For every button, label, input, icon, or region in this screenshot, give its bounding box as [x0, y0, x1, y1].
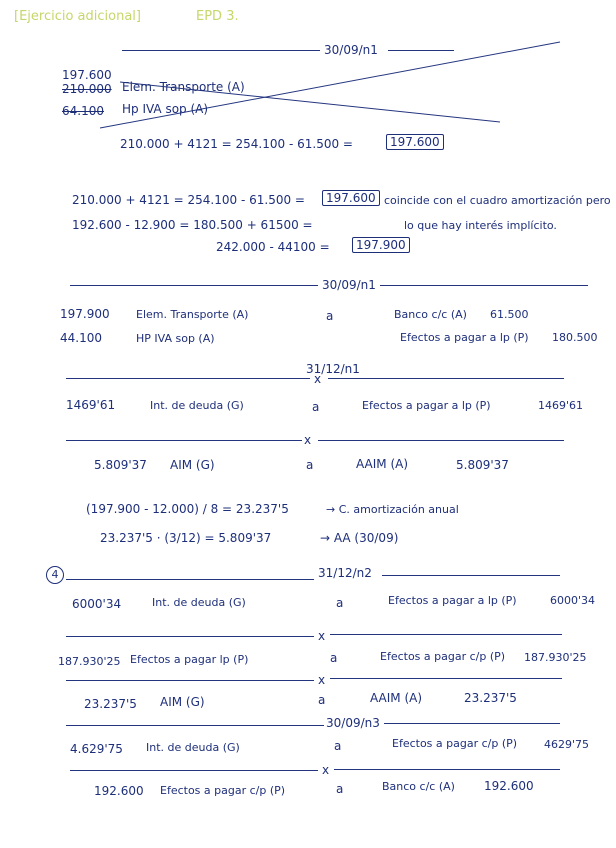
entry-rule-right: [328, 378, 564, 379]
note-calculation: (197.900 - 12.000) / 8 = 23.237'5: [86, 502, 289, 516]
calculation: 192.600 - 12.900 = 180.500 + 61500 =: [72, 218, 313, 232]
entry-rule-right: [318, 440, 564, 441]
debit-amount: 192.600: [94, 784, 144, 798]
boxed-result: 197.600: [322, 190, 380, 206]
debit-account: AIM (G): [170, 458, 215, 472]
boxed-result: 197.600: [386, 134, 444, 150]
separator-a: a: [318, 693, 326, 707]
page-title: [Ejercicio adicional]: [14, 9, 141, 24]
credit-amount: 1469'61: [538, 399, 584, 412]
calculation: 242.000 - 44100 =: [216, 240, 330, 254]
debit-amount: 197.900: [60, 307, 110, 321]
entry-rule-right: [384, 723, 560, 724]
note-calculation: 23.237'5 · (3/12) = 5.809'37: [100, 531, 272, 545]
calculation: 210.000 + 4121 = 254.100 - 61.500 =: [72, 193, 305, 207]
calculation: 210.000 + 4121 = 254.100 - 61.500 =: [120, 137, 353, 151]
separator-a: a: [312, 400, 320, 414]
debit-amount: 5.809'37: [94, 458, 147, 472]
debit-account: Int. de deuda (G): [150, 399, 244, 412]
boxed-result: 197.900: [352, 237, 410, 253]
debit-amount: 6000'34: [72, 597, 122, 611]
credit-account: Efectos a pagar c/p (P): [380, 650, 506, 663]
credit-account: AAIM (A): [370, 691, 423, 705]
entry-rule-left: [66, 725, 324, 726]
entry-rule-left: [66, 378, 310, 379]
note-text: → AA (30/09): [320, 531, 399, 545]
credit-amount: 4629'75: [544, 738, 590, 751]
entry-rule-right: [382, 575, 560, 576]
credit-account: Efectos a pagar a lp (P): [400, 331, 529, 344]
credit-account: Banco c/c (A): [394, 308, 467, 321]
debit-account: Int. de deuda (G): [146, 741, 240, 754]
credit-account: Efectos a pagar a lp (P): [362, 399, 491, 412]
credit-amount: 180.500: [552, 331, 598, 344]
page-subtitle: EPD 3.: [196, 9, 239, 24]
entry-rule-left: [70, 770, 318, 771]
debit-amount: 23.237'5: [84, 697, 137, 711]
cross-mark: x: [304, 433, 312, 447]
entry-rule-right: [380, 285, 588, 286]
credit-account: AAIM (A): [356, 457, 409, 471]
credit-amount: 6000'34: [550, 594, 596, 607]
account-name: Hp IVA sop (A): [122, 102, 209, 116]
debit-amount: 187.930'25: [58, 655, 121, 668]
debit-amount: 1469'61: [66, 398, 116, 412]
entry-date: 30/09/n1: [324, 43, 378, 57]
amount-struck: 64.100: [62, 104, 104, 118]
entry-rule-right: [334, 769, 560, 770]
credit-amount: 192.600: [484, 779, 534, 793]
debit-amount: 44.100: [60, 331, 102, 345]
account-name: Elem. Transporte (A): [122, 80, 245, 94]
debit-account: AIM (G): [160, 695, 205, 709]
separator-a: a: [336, 782, 344, 796]
note-text: lo que hay interés implícito.: [404, 219, 557, 232]
debit-account: Int. de deuda (G): [152, 596, 246, 609]
entry-number-circle: 4: [46, 566, 64, 584]
separator-a: a: [306, 458, 314, 472]
separator-a: a: [334, 739, 342, 753]
debit-account: Efectos a pagar c/p (P): [160, 784, 286, 797]
debit-account: Efectos a pagar lp (P): [130, 653, 249, 666]
debit-amount: 4.629'75: [70, 742, 123, 756]
separator-a: a: [336, 596, 344, 610]
cross-mark: x: [318, 673, 326, 687]
entry-rule-left: [70, 285, 318, 286]
amount-struck: 210.000: [62, 82, 112, 96]
entry-rule-left: [66, 680, 314, 681]
entry-date: 30/09/n1: [322, 278, 376, 292]
separator-a: a: [326, 309, 334, 323]
separator-a: a: [330, 651, 338, 665]
note-text: coincide con el cuadro amortización pero: [384, 194, 611, 207]
credit-account: Banco c/c (A): [382, 780, 455, 793]
note-text: → C. amortización anual: [326, 503, 459, 516]
entry-rule-left: [66, 579, 314, 580]
credit-account: Efectos a pagar a lp (P): [388, 594, 517, 607]
entry-rule-left: [66, 440, 302, 441]
credit-amount: 5.809'37: [456, 458, 509, 472]
cross-mark: x: [318, 629, 326, 643]
entry-rule-right: [330, 678, 562, 679]
entry-rule-right: [330, 634, 562, 635]
credit-amount: 187.930'25: [524, 651, 587, 664]
entry-date: 30/09/n3: [326, 716, 380, 730]
debit-account: HP IVA sop (A): [136, 332, 215, 345]
entry-date: 31/12/n2: [318, 566, 372, 580]
cross-mark: x: [314, 372, 322, 386]
debit-account: Elem. Transporte (A): [136, 308, 249, 321]
entry-rule-left: [66, 636, 314, 637]
credit-account: Efectos a pagar c/p (P): [392, 737, 518, 750]
entry-date: 31/12/n1: [306, 362, 360, 376]
cross-mark: x: [322, 763, 330, 777]
credit-amount: 61.500: [490, 308, 529, 321]
credit-amount: 23.237'5: [464, 691, 517, 705]
amount: 197.600: [62, 68, 112, 82]
